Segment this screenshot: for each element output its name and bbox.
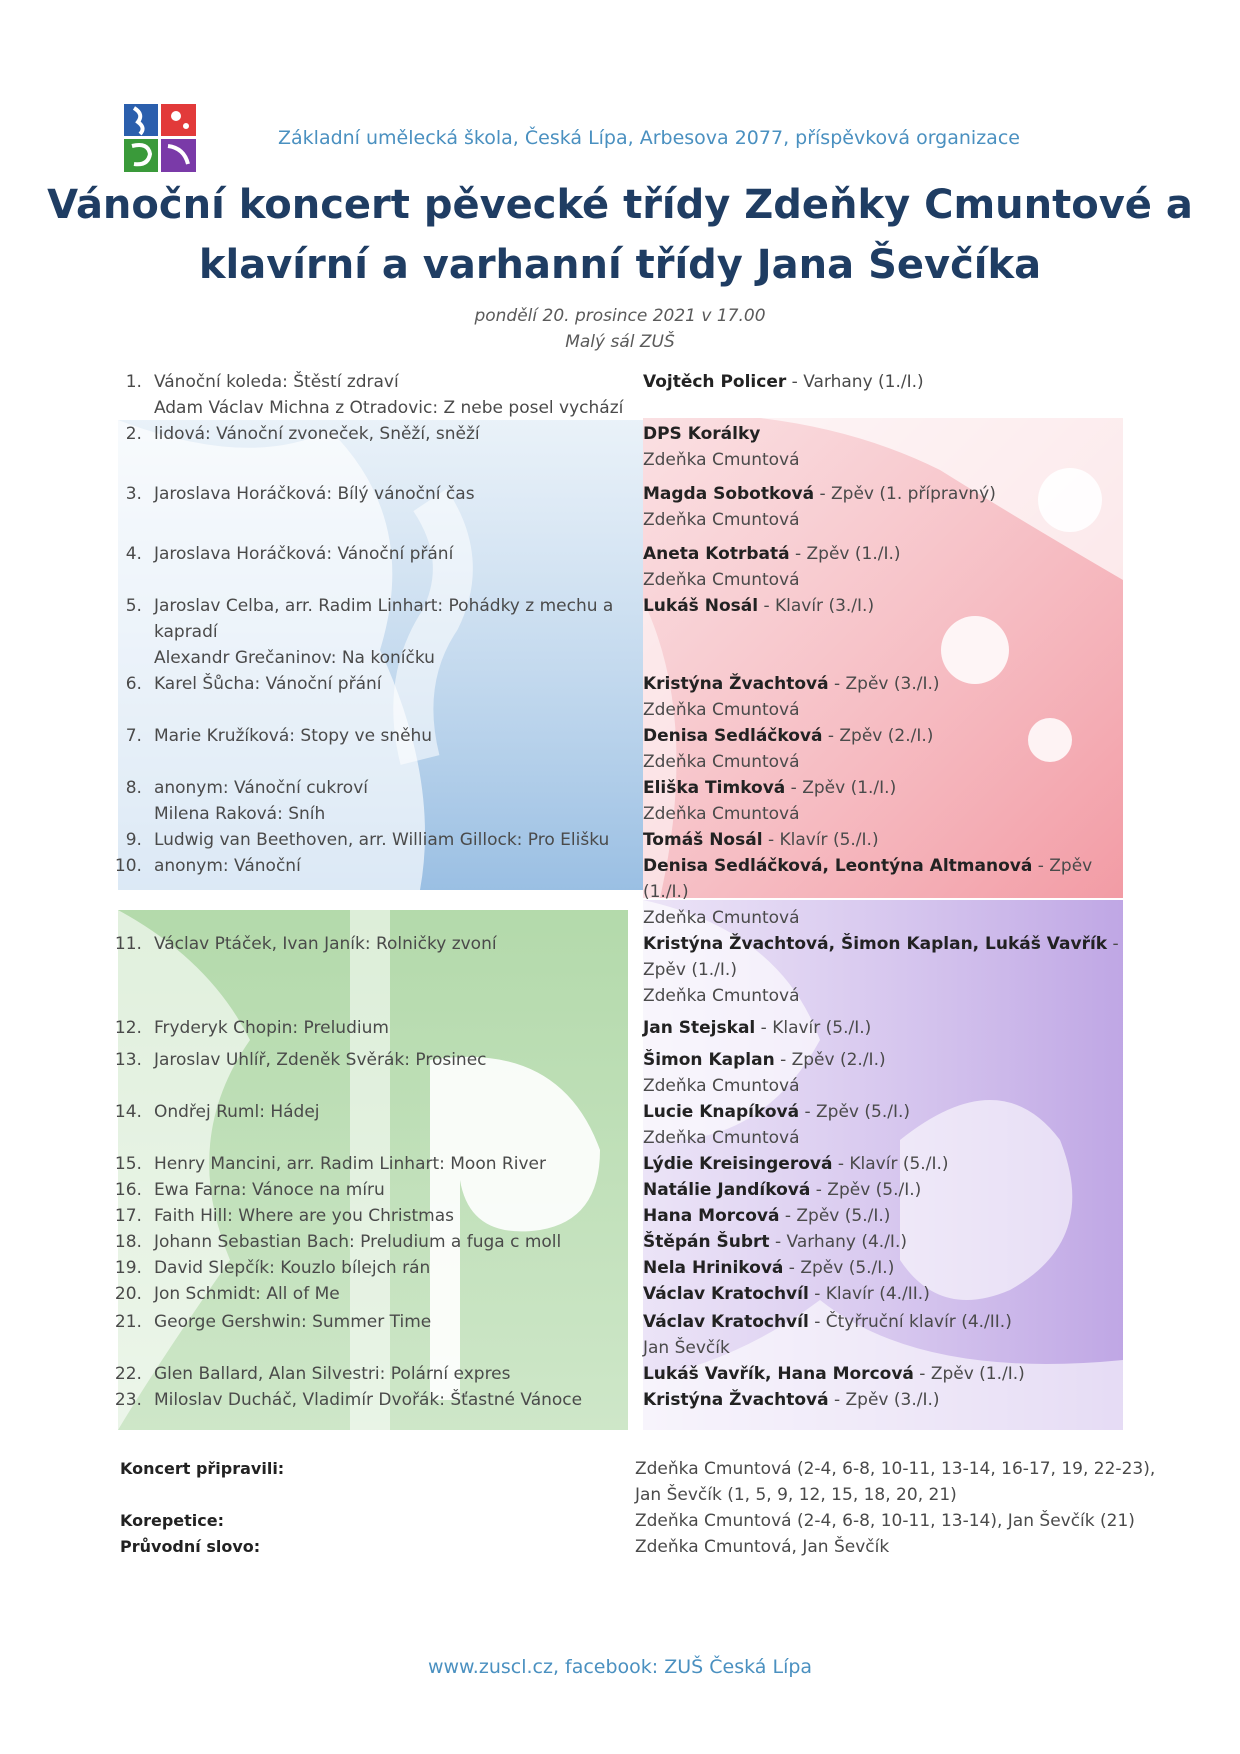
program-item (112, 593, 1132, 671)
piece-title: Miloslav Ducháč, Vladimír Dvořák: Šťastné Vánoce (153, 1390, 583, 1410)
item-pieces (154, 541, 643, 567)
item-number: 14. (114, 1102, 142, 1122)
item-number: 15. (114, 1154, 142, 1174)
credit-value-line: Zdeňka Cmuntová (2-4, 6-8, 10-11, 13-14), Jan Ševčík (21) (635, 1511, 1135, 1531)
item-pieces (154, 1047, 643, 1073)
item-performers (643, 1309, 1132, 1361)
item-number: 2. (125, 424, 142, 444)
credit-row (120, 1534, 1160, 1560)
performer-name: Lukáš Vavřík, Hana Morcová (642, 1364, 914, 1384)
performer-instrument: - Zpěv (1./I.) (642, 934, 1119, 980)
item-performers (643, 1151, 1132, 1177)
teacher-name: Zdeňka Cmuntová (642, 804, 800, 824)
item-pieces (154, 369, 643, 421)
item-pieces (154, 853, 643, 879)
piece-title: lidová: Vánoční zvoneček, Sněží, sněží (153, 424, 480, 444)
credit-value-line: Zdeňka Cmuntová, Jan Ševčík (635, 1537, 890, 1557)
piece-title: Fryderyk Chopin: Preludium (153, 1018, 389, 1038)
item-number: 18. (114, 1232, 142, 1252)
performer-instrument: - Zpěv (3./I.) (828, 1390, 940, 1410)
program-item (112, 853, 1132, 931)
piece-title: George Gershwin: Summer Time (153, 1312, 432, 1332)
program-item (112, 1309, 1132, 1361)
item-performers (643, 369, 1132, 395)
performer-instrument: - Zpěv (5./I.) (779, 1206, 891, 1226)
piece-title: Karel Šůcha: Vánoční přání (153, 674, 382, 694)
item-performers (643, 1387, 1132, 1413)
program-item (112, 1047, 1132, 1099)
item-performers (643, 421, 1132, 473)
program-item (112, 1203, 1132, 1229)
performer-instrument: - Zpěv (1. přípravný) (814, 484, 996, 504)
piece-title: David Slepčík: Kouzlo bílejch rán (153, 1258, 431, 1278)
performer-instrument: - Zpěv (5./I.) (799, 1102, 911, 1122)
performer-instrument: - Zpěv (2./I.) (774, 1050, 886, 1070)
performer-name: Hana Morcová (642, 1206, 780, 1226)
school-logo (124, 104, 196, 172)
credit-label: Korepetice: (120, 1511, 225, 1530)
item-performers (643, 931, 1132, 1009)
teacher-name: Zdeňka Cmuntová (642, 1128, 800, 1148)
item-number: 5. (125, 596, 142, 616)
piece-title: Adam Václav Michna z Otradovic: Z nebe posel vychází (153, 398, 624, 418)
item-number: 3. (125, 484, 142, 504)
teacher-name: Zdeňka Cmuntová (642, 908, 800, 928)
item-performers (643, 1255, 1132, 1281)
piece-title: Ondřej Ruml: Hádej (153, 1102, 320, 1122)
title-line-2: klavírní a varhanní třídy Jana Ševčíka (198, 242, 1042, 288)
performer-name: Magda Sobotková (642, 484, 815, 504)
item-performers (643, 1361, 1132, 1387)
performer-name: Lucie Knapíková (642, 1102, 800, 1122)
program-item (112, 671, 1132, 723)
teacher-name: Zdeňka Cmuntová (642, 570, 800, 590)
teacher-name: Zdeňka Cmuntová (642, 752, 800, 772)
item-pieces (154, 1177, 643, 1203)
item-performers (643, 1099, 1132, 1151)
concert-title (0, 175, 1240, 295)
performer-name: Kristýna Žvachtová (642, 1390, 829, 1410)
item-performers (643, 1229, 1132, 1255)
credit-label: Koncert připravili: (120, 1459, 285, 1478)
item-pieces (154, 1099, 643, 1125)
piece-title: Vánoční koleda: Štěstí zdraví (153, 372, 399, 392)
credits-section (120, 1456, 1160, 1560)
piece-title: Jaroslav Celba, arr. Radim Linhart: Pohádky z mechu a kapradí (153, 596, 614, 642)
piece-title: Alexandr Grečaninov: Na koníčku (153, 648, 435, 668)
item-number: 17. (114, 1206, 142, 1226)
item-number: 8. (125, 778, 142, 798)
item-pieces (154, 481, 643, 507)
item-number: 20. (114, 1284, 142, 1304)
performer-instrument: - Zpěv (1./I.) (642, 856, 1093, 902)
piece-title: anonym: Vánoční (153, 856, 301, 876)
program-item (112, 481, 1132, 533)
title-line-1: Vánoční koncert pěvecké třídy Zdeňky Cmuntové a (47, 182, 1193, 228)
performer-name: Štěpán Šubrt (642, 1232, 770, 1252)
performer-instrument: - Zpěv (5./I.) (783, 1258, 895, 1278)
piece-title: Ewa Farna: Vánoce na míru (153, 1180, 385, 1200)
item-pieces (154, 1387, 643, 1413)
item-performers (643, 671, 1132, 723)
item-pieces (154, 1151, 643, 1177)
item-performers (643, 1203, 1132, 1229)
credit-value-line: Jan Ševčík (1, 5, 9, 12, 15, 18, 20, 21) (635, 1485, 957, 1505)
item-performers (643, 775, 1132, 827)
piece-title: Václav Ptáček, Ivan Janík: Rolničky zvoní (153, 934, 497, 954)
piece-title: Ludwig van Beethoven, arr. William Gillock: Pro Elišku (153, 830, 610, 850)
performer-instrument: - Zpěv (3./I.) (828, 674, 940, 694)
item-performers (643, 723, 1132, 775)
piece-title: Jaroslava Horáčková: Bílý vánoční čas (153, 484, 475, 504)
concert-venue: Malý sál ZUŠ (565, 332, 675, 352)
program-item (112, 1229, 1132, 1255)
item-performers (643, 853, 1132, 931)
teacher-name: Zdeňka Cmuntová (642, 510, 800, 530)
piece-title: Henry Mancini, arr. Radim Linhart: Moon River (153, 1154, 546, 1174)
item-pieces (154, 931, 643, 957)
performer-name: Nela Hriniková (642, 1258, 784, 1278)
program-item (112, 775, 1132, 827)
performer-instrument: - Zpěv (5./I.) (810, 1180, 922, 1200)
program-item (112, 1281, 1132, 1307)
program-item (112, 1177, 1132, 1203)
performer-instrument: - Čtyřruční klavír (4./II.) (808, 1312, 1012, 1332)
teacher-name: Zdeňka Cmuntová (642, 450, 800, 470)
piece-title: Jaroslav Uhlíř, Zdeněk Svěrák: Prosinec (153, 1050, 487, 1070)
teacher-name: Zdeňka Cmuntová (642, 700, 800, 720)
performer-instrument: - Klavír (5./I.) (762, 830, 879, 850)
program-item (112, 1151, 1132, 1177)
performer-instrument: - Klavír (5./I.) (755, 1018, 872, 1038)
credit-value (635, 1534, 1160, 1560)
program-item (112, 1387, 1132, 1413)
credit-value (635, 1456, 1160, 1508)
item-pieces (154, 1229, 643, 1255)
piece-title: Jaroslava Horáčková: Vánoční přání (153, 544, 454, 564)
item-number: 6. (125, 674, 142, 694)
item-number: 23. (114, 1390, 142, 1410)
performer-name: Denisa Sedláčková (642, 726, 823, 746)
item-number: 10. (114, 856, 142, 876)
item-pieces (154, 723, 643, 749)
concert-date: pondělí 20. prosince 2021 v 17.00 (474, 306, 766, 326)
item-performers (643, 481, 1132, 533)
item-number: 11. (114, 934, 142, 954)
item-number: 9. (125, 830, 142, 850)
item-pieces (154, 1015, 643, 1041)
performer-instrument: - Klavír (5./I.) (832, 1154, 949, 1174)
item-pieces (154, 827, 643, 853)
program-item (112, 541, 1132, 593)
item-number: 16. (114, 1180, 142, 1200)
item-number: 1. (125, 372, 142, 392)
program-item (112, 827, 1132, 853)
credit-value (635, 1508, 1160, 1534)
performer-instrument: - Varhany (1./I.) (786, 372, 924, 392)
credit-label: Průvodní slovo: (120, 1537, 261, 1556)
teacher-name: Zdeňka Cmuntová (642, 1076, 800, 1096)
footer-links[interactable]: www.zuscl.cz, facebook: ZUŠ Česká Lípa (427, 1656, 813, 1678)
item-number: 12. (114, 1018, 142, 1038)
item-number: 4. (125, 544, 142, 564)
item-performers (643, 1177, 1132, 1203)
piece-title: Marie Kružíková: Stopy ve sněhu (153, 726, 433, 746)
piece-title: Jon Schmidt: All of Me (153, 1284, 340, 1304)
school-name: Základní umělecká škola, Česká Lípa, Arbesova 2077, příspěvková organizace (278, 127, 1020, 149)
item-pieces (154, 593, 643, 671)
item-performers (643, 1281, 1132, 1307)
performer-name: Aneta Kotrbatá (642, 544, 790, 564)
performer-name: Lukáš Nosál (642, 596, 759, 616)
performer-name: Jan Stejskal (642, 1018, 756, 1038)
performer-instrument: - Klavír (3./I.) (758, 596, 875, 616)
item-pieces (154, 1203, 643, 1229)
program-item (112, 1361, 1132, 1387)
performer-name: Václav Kratochvíl (642, 1312, 809, 1332)
program-item (112, 369, 1132, 421)
teacher-name: Zdeňka Cmuntová (642, 986, 800, 1006)
item-number: 13. (114, 1050, 142, 1070)
item-number: 19. (114, 1258, 142, 1278)
performer-instrument: - Zpěv (1./I.) (913, 1364, 1025, 1384)
item-pieces (154, 1255, 643, 1281)
item-pieces (154, 1281, 643, 1307)
piece-title: Glen Ballard, Alan Silvestri: Polární expres (153, 1364, 511, 1384)
item-performers (643, 541, 1132, 593)
piece-title: Johann Sebastian Bach: Preludium a fuga c moll (153, 1232, 562, 1252)
performer-name: Eliška Timková (642, 778, 786, 798)
item-number: 7. (125, 726, 142, 746)
performer-name: Šimon Kaplan (642, 1050, 775, 1070)
performer-name: DPS Korálky (642, 424, 761, 444)
piece-title: Milena Raková: Sníh (153, 804, 326, 824)
performer-instrument: - Varhany (4./I.) (769, 1232, 907, 1252)
item-performers (643, 593, 1132, 619)
item-pieces (154, 671, 643, 697)
credit-value-line: Zdeňka Cmuntová (2-4, 6-8, 10-11, 13-14, 16-17, 19, 22-23), (635, 1459, 1156, 1479)
item-number: 21. (114, 1312, 142, 1332)
program-item (112, 931, 1132, 1009)
program-item (112, 723, 1132, 775)
item-pieces (154, 1361, 643, 1387)
credit-row (120, 1456, 1160, 1508)
item-performers (643, 827, 1132, 853)
program-item (112, 1099, 1132, 1151)
item-number: 22. (114, 1364, 142, 1384)
program-list (112, 369, 1132, 1413)
performer-name: Vojtěch Policer (642, 372, 787, 392)
performer-name: Kristýna Žvachtová (642, 674, 829, 694)
program-item (112, 1015, 1132, 1041)
performer-instrument: - Zpěv (2./I.) (822, 726, 934, 746)
piece-title: Faith Hill: Where are you Christmas (153, 1206, 454, 1226)
teacher-name: Jan Ševčík (642, 1338, 730, 1358)
performer-name: Natálie Jandíková (642, 1180, 811, 1200)
item-pieces (154, 421, 643, 447)
credit-row (120, 1508, 1160, 1534)
performer-name: Lýdie Kreisingerová (642, 1154, 833, 1174)
performer-name: Václav Kratochvíl (642, 1284, 809, 1304)
item-pieces (154, 775, 643, 827)
performer-name: Kristýna Žvachtová, Šimon Kaplan, Lukáš Vavřík (642, 934, 1108, 954)
performer-instrument: - Zpěv (1./I.) (789, 544, 901, 564)
program-item (112, 421, 1132, 473)
program-item (112, 1255, 1132, 1281)
item-performers (643, 1015, 1132, 1041)
performer-instrument: - Zpěv (1./I.) (785, 778, 897, 798)
performer-instrument: - Klavír (4./II.) (808, 1284, 930, 1304)
item-performers (643, 1047, 1132, 1099)
item-pieces (154, 1309, 643, 1335)
performer-name: Denisa Sedláčková, Leontýna Altmanová (642, 856, 1033, 876)
performer-name: Tomáš Nosál (642, 830, 763, 850)
piece-title: anonym: Vánoční cukroví (153, 778, 368, 798)
